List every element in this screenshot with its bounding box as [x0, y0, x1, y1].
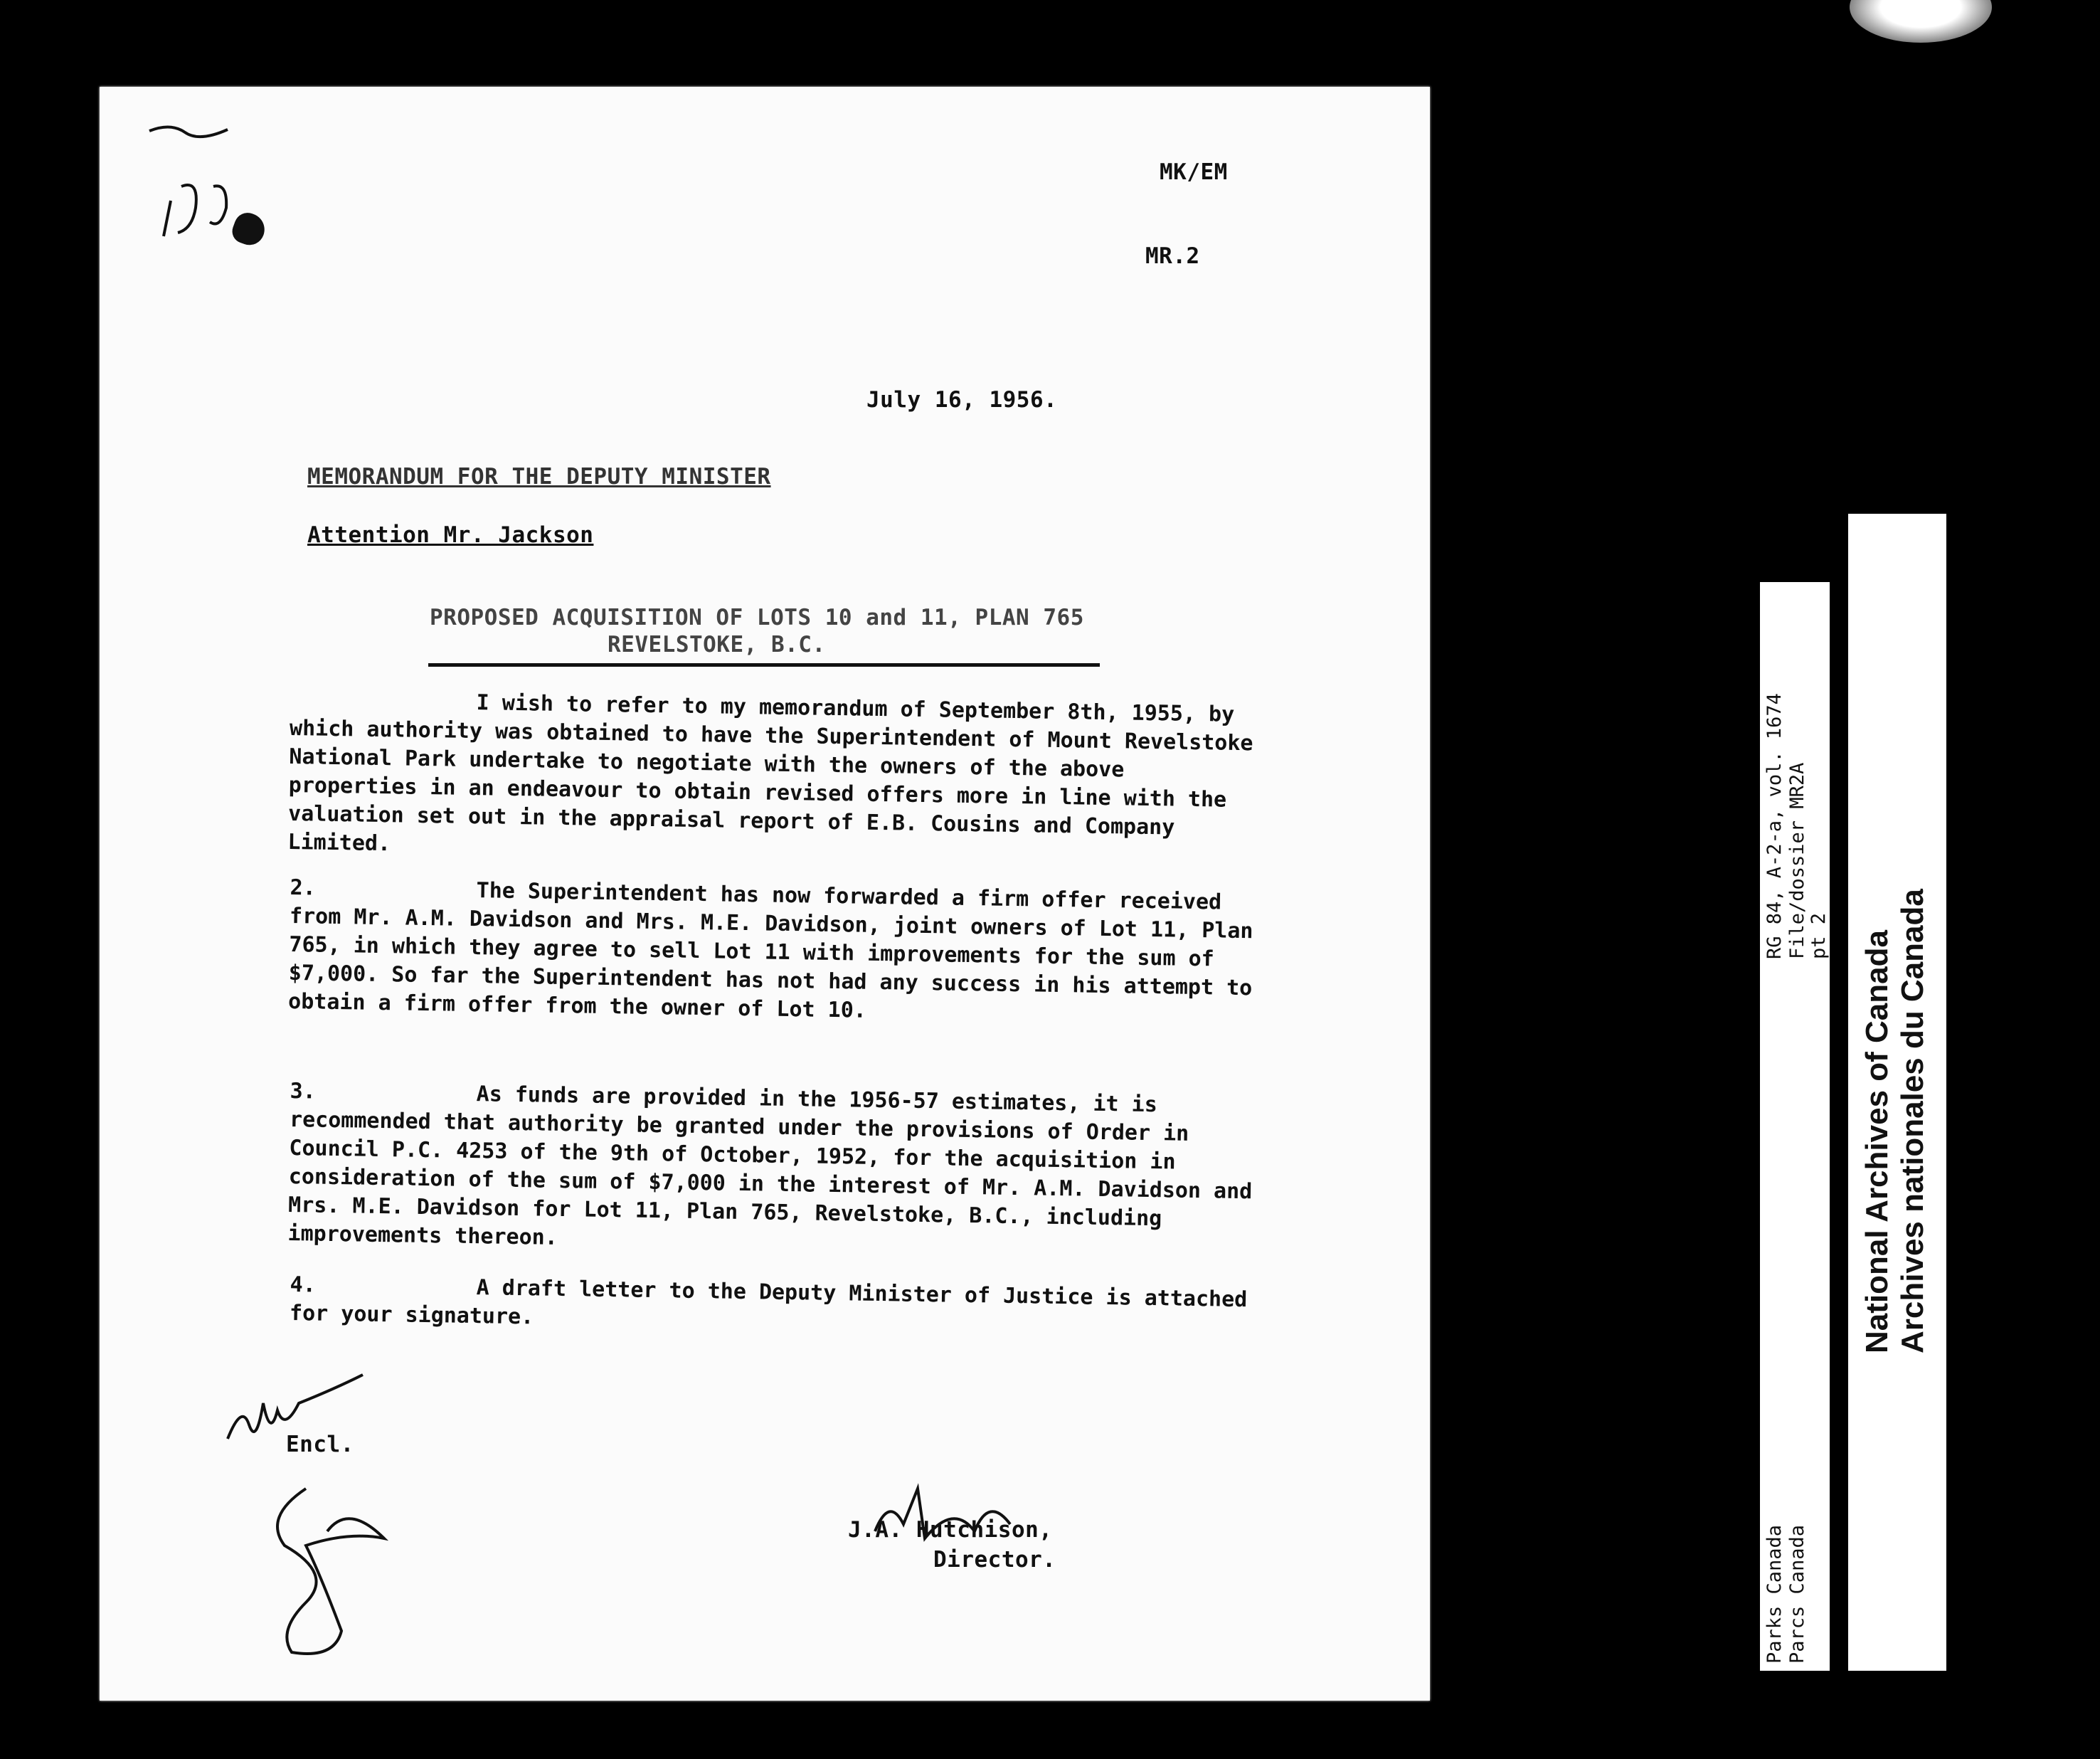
paragraph-1: I wish to refer to my memorandum of September 8th, 1955, by which authority was obtained to have the Superintendent of Mount Revelstoke National Park undertake to negotiate with the owners of the above properties in an endeavour to obtain revised offers more in line with the valuation set out in the appraisal report of E.B. Cousins and Company Limited.: [287, 690, 1253, 857]
paragraph-number: 3.: [290, 1078, 317, 1104]
initials-reference: MK/EM: [1160, 159, 1228, 185]
archive-reference-label: [1760, 582, 1830, 1671]
memo-page: [100, 87, 1430, 1701]
archive-ref-line-3: pt 2: [1808, 912, 1830, 959]
memo-heading: MEMORANDUM FOR THE DEPUTY MINISTER: [307, 464, 771, 490]
memo-date: July 16, 1956.: [866, 387, 1058, 413]
file-reference: MR.2: [1145, 243, 1200, 269]
archives-name-fr: Archives nationales du Canada: [1895, 889, 1930, 1353]
agency-name-fr: Parcs Canada: [1786, 1524, 1808, 1664]
paragraph-4: [290, 1271, 1258, 1343]
archives-name-en: National Archives of Canada: [1860, 930, 1894, 1353]
handwritten-mark-top: [142, 115, 256, 279]
enclosure-note: Encl.: [286, 1432, 354, 1457]
agency-name-en: Parks Canada: [1764, 1524, 1786, 1664]
signatory-title: Director.: [933, 1547, 1056, 1573]
archive-ref-line-2: File/dossier MR2A: [1786, 762, 1808, 959]
archives-name-label: [1848, 514, 1946, 1671]
paragraph-number: 4.: [290, 1272, 317, 1298]
subject-line-1: PROPOSED ACQUISITION OF LOTS 10 and 11, PLAN 765: [430, 605, 1084, 630]
paragraph-text: The Superintendent has now forwarded a firm offer received from Mr. A.M. Davidson and Mrs. M.E. Davidson, joint owners of Lot 11, Plan 765, in which they agree to sell Lot 11 with improvements for the sum of $7,000. So far the Superintendent has not had any success in his attempt to obtain a firm offer from the owner of Lot 10.: [287, 878, 1253, 1023]
subject-line-2: REVELSTOKE, B.C.: [608, 632, 826, 657]
paragraph-text: As funds are provided in the 1956-57 estimates, it is recommended that authority be granted under the provisions of Order in Council P.C. 4253 of the 9th of October, 1952, for the acquisition in consideration of the sum of $7,000 in the interest of Mr. A.M. Davidson and Mrs. M.E. Davidson for Lot 11, Plan 765, Revelstoke, B.C., including improvements thereon.: [287, 1082, 1253, 1250]
camera-flash-glare: [1850, 0, 1992, 43]
paragraph-2: [288, 874, 1258, 1031]
paragraph-3: [287, 1077, 1258, 1263]
handwritten-signature: [868, 1481, 1024, 1553]
attention-line: Attention Mr. Jackson: [307, 522, 594, 548]
signatory-name: J.A. Hutchison,: [848, 1517, 1053, 1543]
handwritten-initials: [221, 1361, 462, 1659]
paragraph-number: 2.: [290, 875, 317, 901]
subject-underline: [428, 663, 1100, 667]
archive-ref-line-1: RG 84, A-2-a, vol. 1674: [1764, 693, 1786, 959]
paragraph-text: A draft letter to the Deputy Minister of Justice is attached for your signature.: [289, 1275, 1248, 1330]
